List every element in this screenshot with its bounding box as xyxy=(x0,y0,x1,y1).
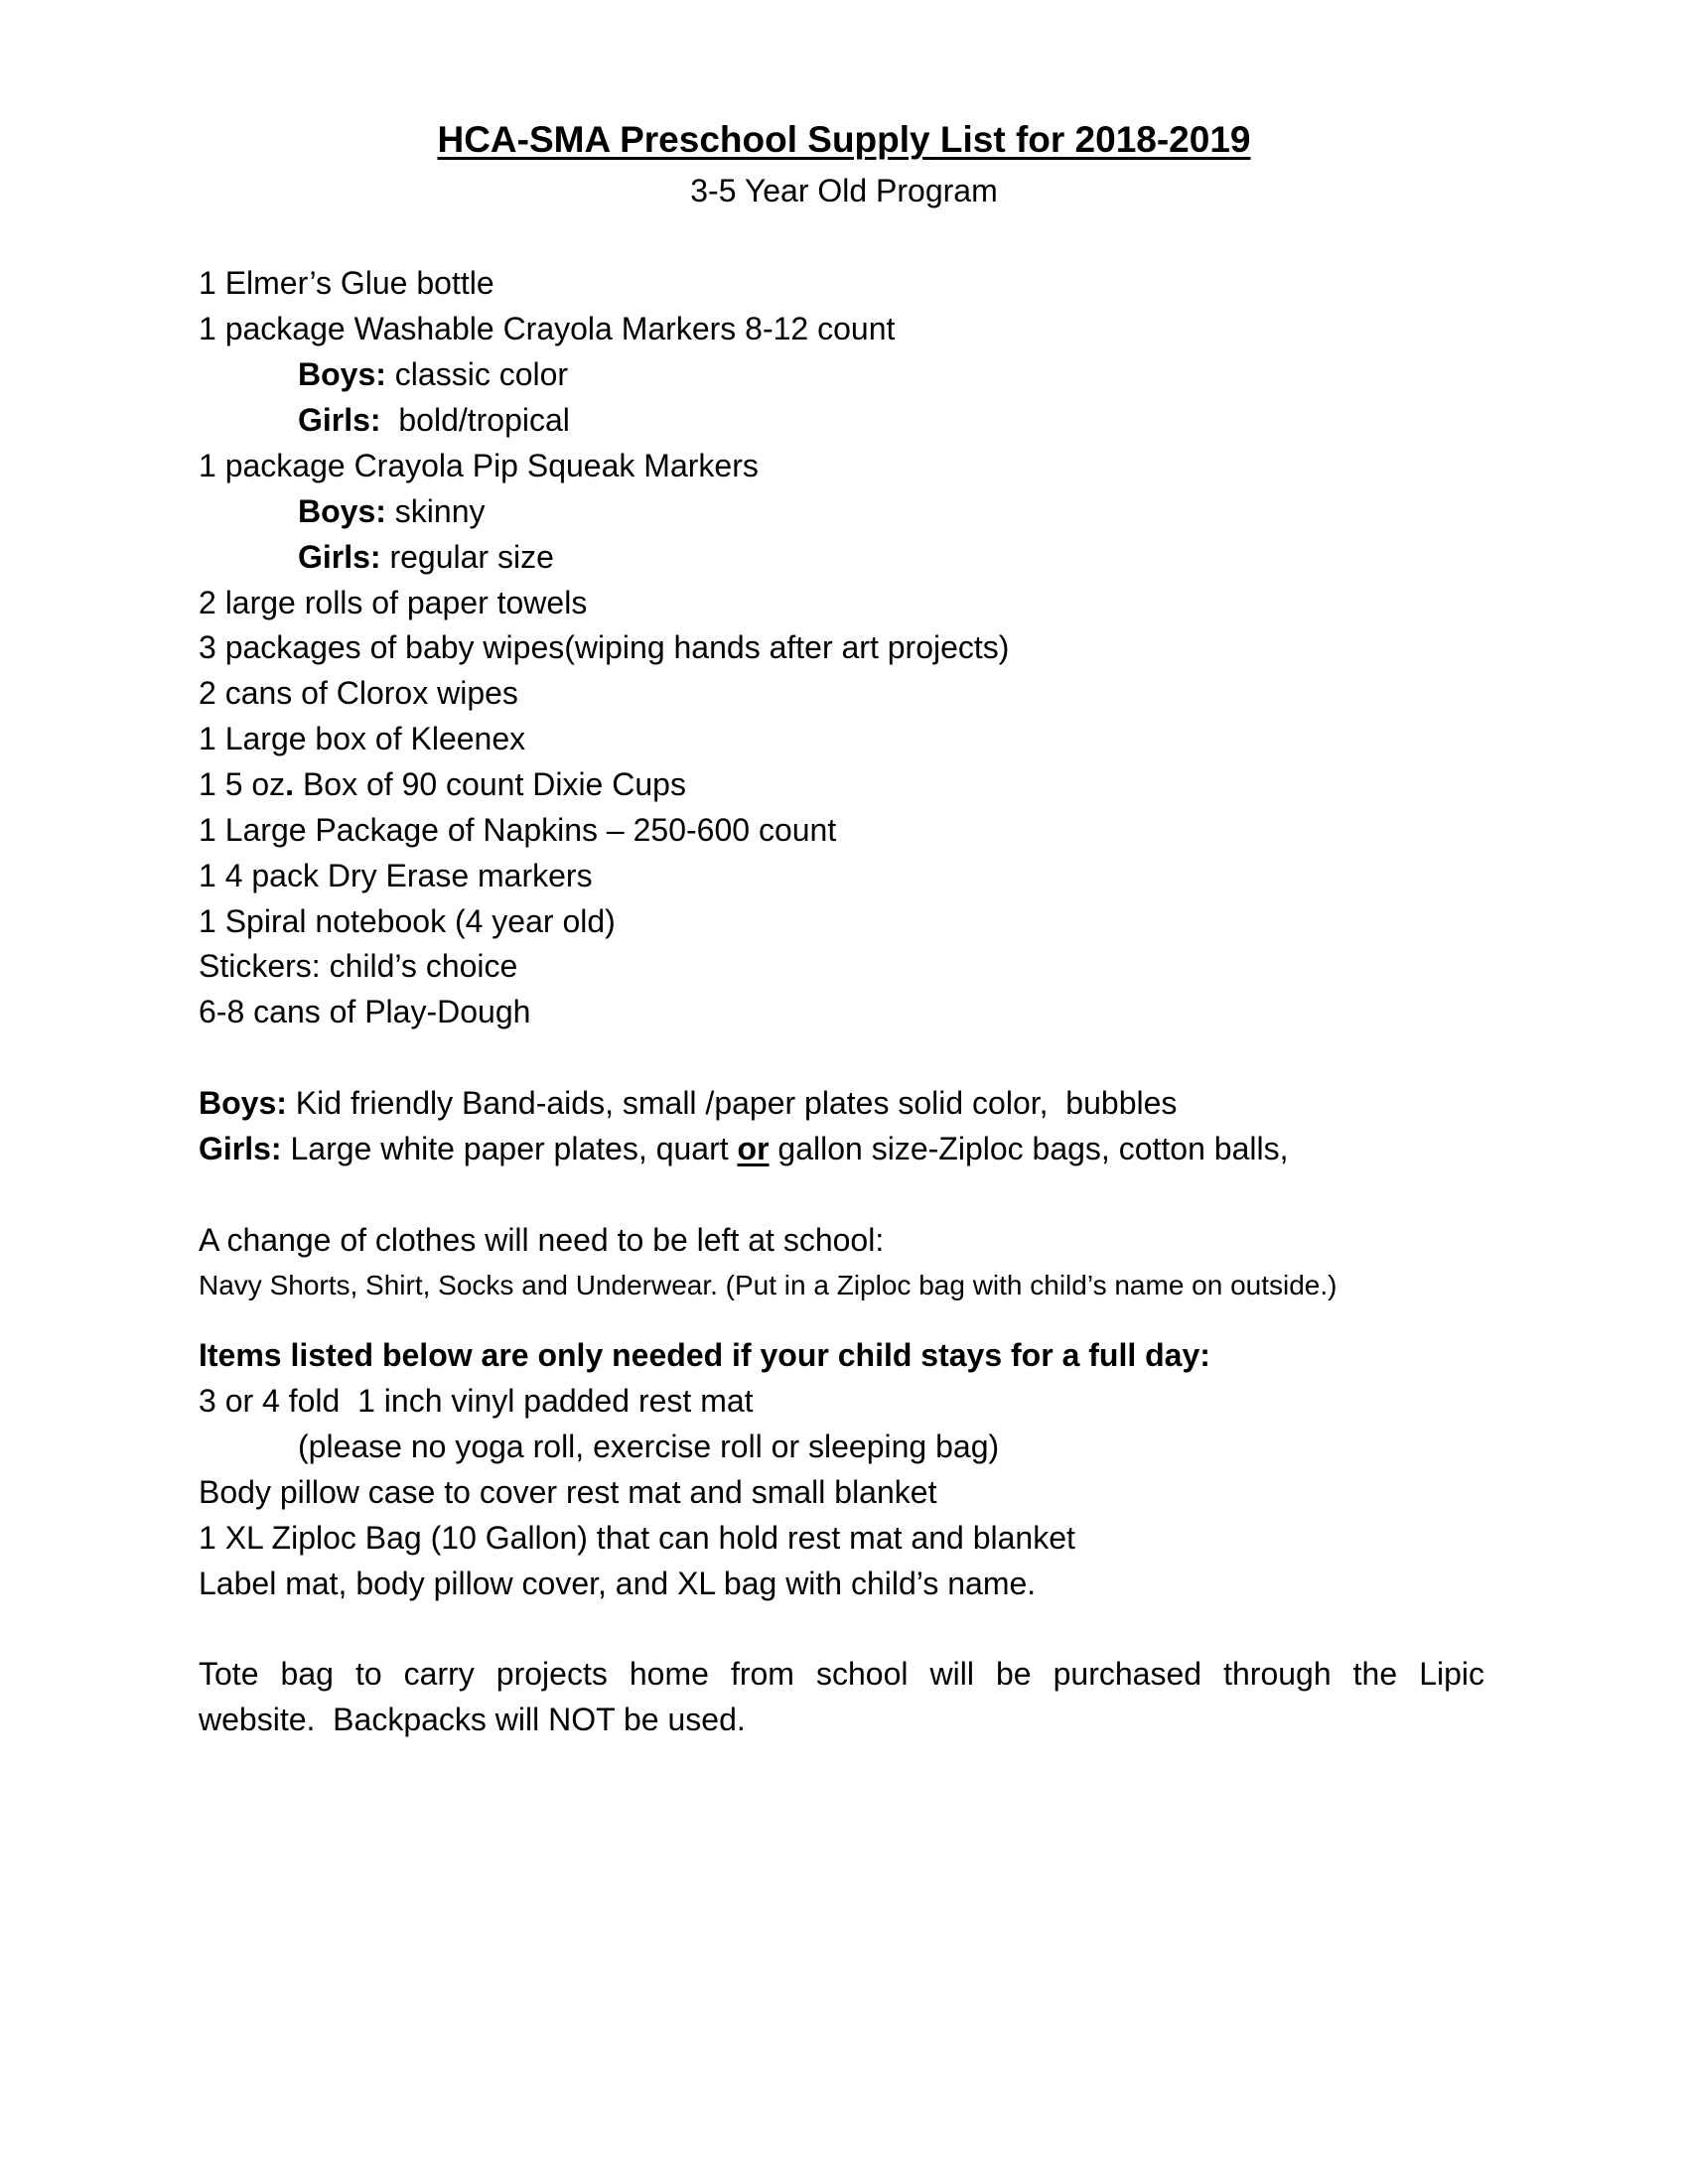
girls-items: Girls: Large white paper plates, quart or gallon size-Ziploc bags, cotton balls, xyxy=(199,1131,1289,1166)
clothes-heading: A change of clothes will need to be left at school: xyxy=(199,1222,885,1258)
supply-item: 3 packages of baby wipes(wiping hands after art projects) xyxy=(199,629,1010,665)
clothes-detail: Navy Shorts, Shirt, Socks and Underwear. (Put in a Ziploc bag with child’s name on outside.) xyxy=(199,1270,1337,1300)
boys-items: Boys: Kid friendly Band-aids, small /paper plates solid color, bubbles xyxy=(199,1085,1178,1121)
supply-subitem-boys: Boys: classic color xyxy=(298,356,569,392)
supply-item: 6-8 cans of Play-Dough xyxy=(199,994,531,1029)
supply-item: Stickers: child’s choice xyxy=(199,948,518,984)
supply-item: 1 4 pack Dry Erase markers xyxy=(199,858,593,893)
tote-note xyxy=(199,1654,1484,1739)
tote-note-line: Tote bag to carry projects home from school will be purchased through the Lipic xyxy=(199,1656,1484,1692)
full-day-item: 1 XL Ziploc Bag (10 Gallon) that can hold rest mat and blanket xyxy=(199,1520,1075,1556)
full-day-heading: Items listed below are only needed if your child stays for a full day: xyxy=(199,1337,1210,1373)
page-subtitle: 3-5 Year Old Program xyxy=(690,173,998,208)
supply-subitem-girls: Girls: regular size xyxy=(298,539,554,575)
supply-item: 2 cans of Clorox wipes xyxy=(199,675,518,711)
supply-subitem-girls: Girls: bold/tropical xyxy=(298,402,570,438)
supply-item: 1 5 oz. Box of 90 count Dixie Cups xyxy=(199,766,686,802)
supply-item: 1 Elmer’s Glue bottle xyxy=(199,265,494,301)
supply-item: 1 Large Package of Napkins – 250-600 count xyxy=(199,812,837,848)
page-title: HCA-SMA Preschool Supply List for 2018-2019 xyxy=(437,119,1251,160)
full-day-item: Label mat, body pillow cover, and XL bag with child’s name. xyxy=(199,1566,1037,1601)
tote-note-line: website. Backpacks will NOT be used. xyxy=(199,1702,746,1737)
supply-item: 1 package Crayola Pip Squeak Markers xyxy=(199,448,759,483)
supply-subitem-boys: Boys: skinny xyxy=(298,493,486,529)
full-day-item: 3 or 4 fold 1 inch vinyl padded rest mat xyxy=(199,1383,754,1419)
full-day-item-note: (please no yoga roll, exercise roll or sleeping bag) xyxy=(298,1429,1000,1464)
full-day-item: Body pillow case to cover rest mat and small blanket xyxy=(199,1474,937,1510)
supply-item: 1 package Washable Crayola Markers 8-12 count xyxy=(199,311,896,346)
supply-item: 1 Spiral notebook (4 year old) xyxy=(199,903,616,939)
supply-item: 2 large rolls of paper towels xyxy=(199,585,588,620)
supply-item: 1 Large box of Kleenex xyxy=(199,721,526,756)
